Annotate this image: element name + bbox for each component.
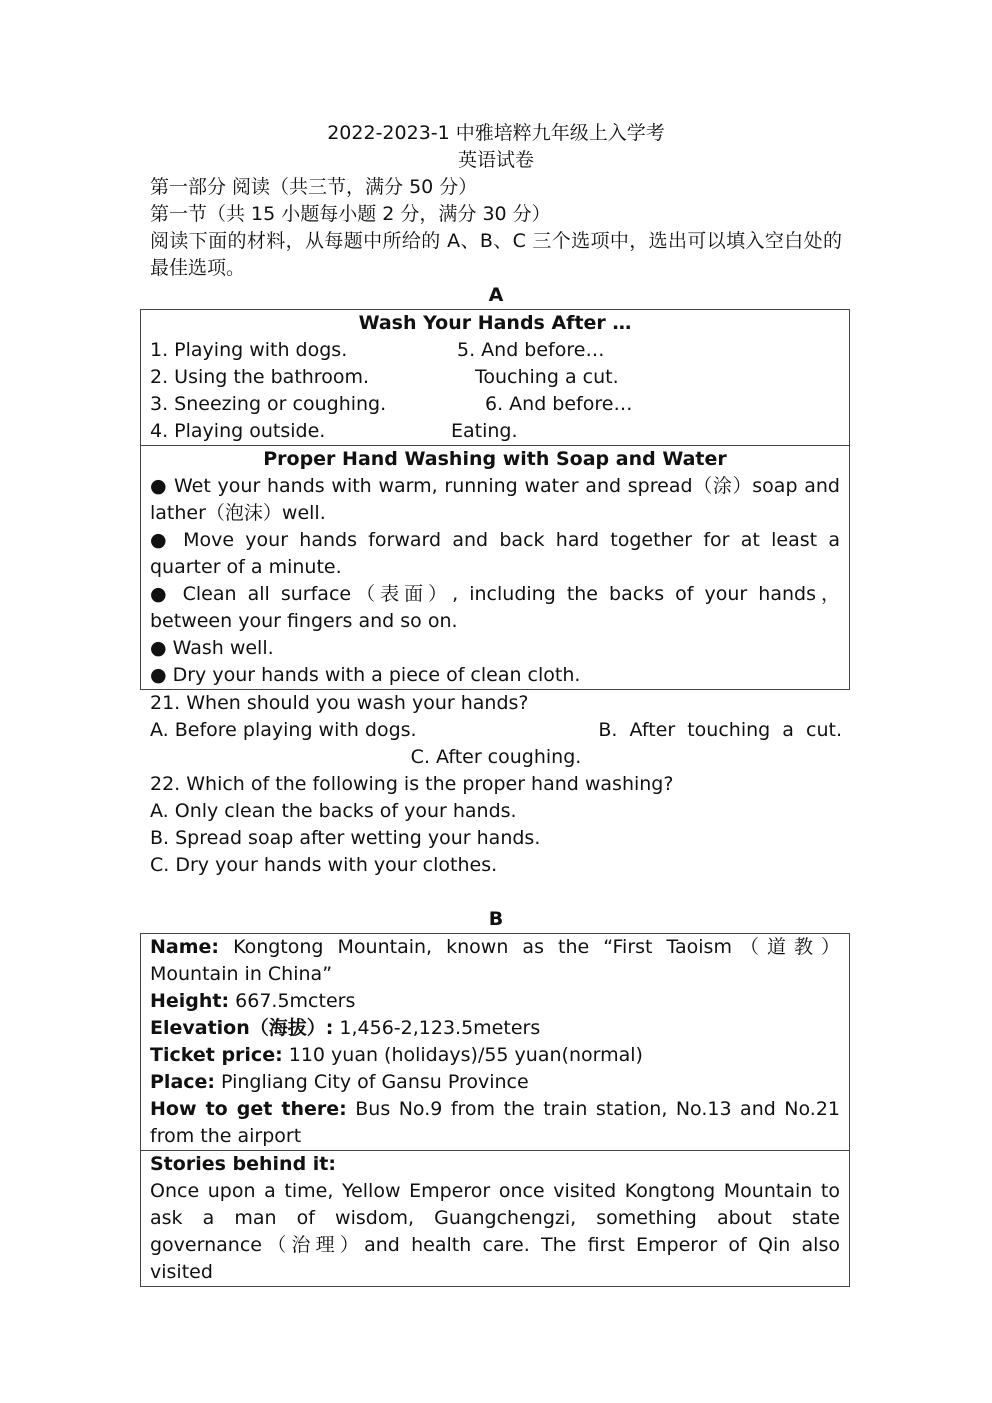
question-22-stem: 22. Which of the following is the proper hand washing? xyxy=(150,773,674,795)
option-b: B. Spread soap after wetting your hands. xyxy=(150,827,541,849)
question-21-options-ab xyxy=(150,717,842,744)
stories-text: Once upon a time, Yellow Emperor once visited Kongtong Mountain to ask a man of wisdom, Guangchengzi, something about state governance（治理）and health care. The first Emperor of Qin also visited xyxy=(150,1180,840,1283)
stories-cell xyxy=(141,1150,849,1286)
hand-wash-steps-cell xyxy=(141,445,849,689)
info-transport: How to get there: Bus No.9 from the train station, No.13 and No.21 from the airport xyxy=(150,1098,841,1147)
info-elevation: Elevation（海拔）: 1,456-2,123.5meters xyxy=(150,1017,541,1039)
option-a: A. Before playing with dogs. xyxy=(150,719,417,741)
info-cell xyxy=(141,934,849,1150)
option-a: A. Only clean the backs of your hands. xyxy=(150,800,517,822)
list-item: ● Clean all surface（表面）, including the backs of your hands，between your fingers and so on. xyxy=(150,583,840,632)
box-a-title: Wash Your Hands After … xyxy=(358,312,632,334)
list-item: 2. Using the bathroom. Touching a cut. xyxy=(150,366,619,388)
passage-a-label: A xyxy=(488,284,504,306)
option-c: C. Dry your hands with your clothes. xyxy=(150,854,498,876)
exam-subtitle: 英语试卷 xyxy=(457,149,534,171)
part-heading: 第一部分 阅读（共三节，满分 50 分） xyxy=(150,176,478,198)
steps-title: Proper Hand Washing with Soap and Water xyxy=(263,448,727,470)
stories-label: Stories behind it: xyxy=(150,1153,336,1175)
hand-wash-times-cell xyxy=(141,310,849,445)
list-item: ● Move your hands forward and back hard together for at least a quarter of a minute. xyxy=(150,529,840,578)
info-ticket-price: Ticket price: 110 yuan (holidays)/55 yuan(normal) xyxy=(150,1044,643,1066)
list-item: 1. Playing with dogs. 5. And before… xyxy=(150,339,605,361)
option-c: C. After coughing. xyxy=(410,746,582,768)
passage-a-box xyxy=(140,309,850,690)
list-item: ● Wash well. xyxy=(150,637,274,659)
passage-b-box xyxy=(140,933,850,1287)
list-item: 4. Playing outside. Eating. xyxy=(150,420,518,442)
instructions: 阅读下面的材料，从每题中所给的 A、B、C 三个选项中，选出可以填入空白处的最佳选项。 xyxy=(150,230,842,279)
exam-title: 2022-2023-1 中雅培粹九年级上入学考 xyxy=(327,122,665,144)
list-item: 3. Sneezing or coughing. 6. And before… xyxy=(150,393,633,415)
option-b: B. After touching a cut. xyxy=(598,719,842,741)
info-place: Place: Pingliang City of Gansu Province xyxy=(150,1071,529,1093)
passage-b-label: B xyxy=(488,908,504,930)
info-height: Height: 667.5mcters xyxy=(150,990,356,1012)
section-heading: 第一节（共 15 小题每小题 2 分，满分 30 分） xyxy=(150,203,551,225)
exam-page xyxy=(150,120,842,1287)
list-item: ● Dry your hands with a piece of clean cloth. xyxy=(150,664,581,686)
question-21-stem: 21. When should you wash your hands? xyxy=(150,692,529,714)
list-item: ● Wet your hands with warm, running water and spread（涂）soap and lather（泡沫）well. xyxy=(150,475,840,524)
info-name: Name: Kongtong Mountain, known as the “First Taoism（道教）Mountain in China” xyxy=(150,936,840,985)
